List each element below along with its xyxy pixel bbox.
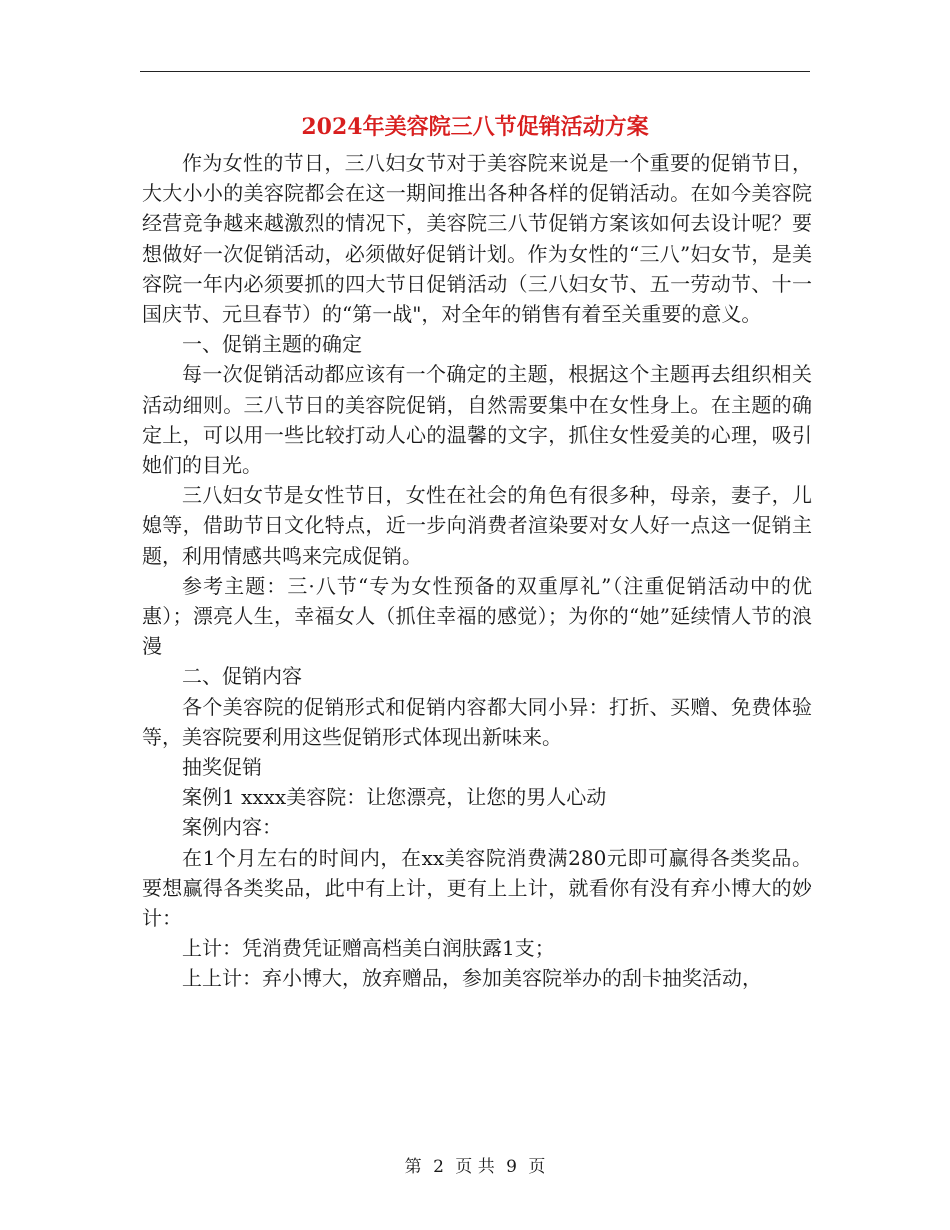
paragraph-theme-2: 三八妇女节是女性节日，女性在社会的角色有很多种，母亲，妻子，儿媳等，借助节日文化特点，近一步向消费者渲染要对女人好一点这一促销主题，利用情感共鸣来完成促销。: [142, 483, 812, 568]
paragraph-intro: 作为女性的节日，三八妇女节对于美容院来说是一个重要的促销节日，大大小小的美容院都会在这一期间推出各种各样的促销活动。在如今美容院经营竞争越来越激烈的情况下，美容院三八节促销方案该如何去设计呢？要想做好一次促销活动，必须做好促销计划。作为女性的“三八”妇女节，是美容院一年内必须要抓的四大节日促销活动（三八妇女节、五一劳动节、十一国庆节、元旦春节）的“第一战"，对全年的销售有着至关重要的意义。: [142, 151, 812, 327]
section-heading-content: 二、促销内容: [182, 664, 302, 689]
footer-total-pages: 9: [506, 1157, 517, 1177]
case-title: 案例1 xxxx美容院：让您漂亮，让您的男人心动: [182, 785, 607, 810]
document-title: 2024年美容院三八节促销活动方案: [301, 114, 649, 140]
section-heading-theme: 一、促销主题的确定: [182, 332, 362, 357]
footer-prefix: 第: [404, 1157, 422, 1177]
paragraph-case-detail: 在1个月左右的时间内，在xx美容院消费满280元即可赢得各类奖品。要想赢得各类奖品，此中有上计，更有上上计，就看你有没有弃小博大的妙计：: [142, 845, 812, 931]
footer-mid: 页 共: [455, 1157, 495, 1177]
case-content-label: 案例内容：: [182, 815, 282, 840]
subheading-lottery: 抽奖促销: [182, 755, 262, 780]
paragraph-content: 各个美容院的促销形式和促销内容都大同小异：打折、买赠、免费体验等，美容院要利用这些促销形式体现出新味来。: [142, 694, 812, 749]
footer-suffix: 页: [528, 1157, 546, 1177]
page-footer: [0, 1152, 950, 1177]
paragraph-best-plan: 上上计：弃小博大，放弃赠品，参加美容院举办的刮卡抽奖活动，: [182, 966, 762, 991]
paragraph-upper-plan: 上计：凭消费凭证赠高档美白润肤露1支；: [182, 936, 555, 961]
footer-page-number: 2: [433, 1157, 444, 1177]
paragraph-reference-themes: 参考主题：三·八节“专为女性预备的双重厚礼”（注重促销活动中的优惠）；漂亮人生，幸福女人（抓住幸福的感觉）；为你的“她”延续情人节的浪漫: [142, 573, 812, 659]
header-rule: [140, 71, 810, 72]
document-body: [142, 148, 812, 994]
paragraph-theme-1: 每一次促销活动都应该有一个确定的主题，根据这个主题再去组织相关活动细则。三八节日的美容院促销，自然需要集中在女性身上。在主题的确定上，可以用一些比较打动人心的温馨的文字，抓住女性爱美的心理，吸引她们的目光。: [142, 362, 812, 478]
